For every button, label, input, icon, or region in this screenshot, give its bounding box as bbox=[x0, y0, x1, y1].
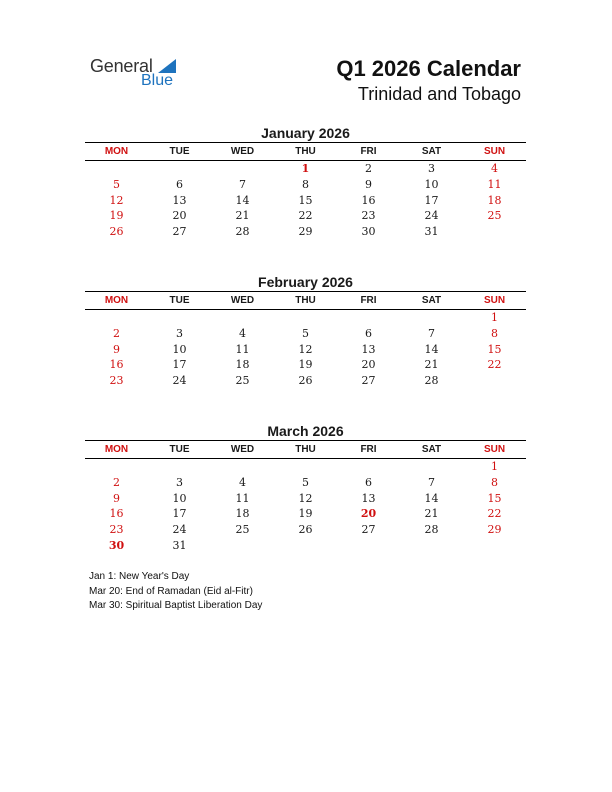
month-block bbox=[85, 273, 526, 389]
week-row bbox=[85, 177, 526, 193]
day-cell: 25 bbox=[235, 374, 250, 388]
logo-triangle-icon bbox=[158, 59, 176, 73]
weekday-label: FRI bbox=[360, 295, 377, 306]
weekday-label: MON bbox=[104, 444, 129, 455]
day-cell: 1 bbox=[491, 311, 498, 324]
day-cell: 5 bbox=[302, 326, 309, 340]
week-row bbox=[85, 224, 526, 240]
day-cell: 27 bbox=[361, 523, 376, 537]
weekday-label: MON bbox=[104, 295, 129, 306]
holiday-note: Jan 1: New Year's Day bbox=[89, 571, 190, 582]
week-row bbox=[85, 357, 526, 373]
day-cell: 27 bbox=[361, 374, 376, 388]
day-cell: 1 bbox=[491, 460, 498, 473]
day-cell: 28 bbox=[424, 523, 439, 537]
day-cell: 5 bbox=[113, 177, 120, 191]
day-cell: 16 bbox=[361, 193, 376, 207]
month-block bbox=[85, 422, 526, 554]
weekday-label: WED bbox=[230, 146, 255, 157]
day-cell: 13 bbox=[361, 342, 376, 356]
weekday-label: FRI bbox=[360, 444, 377, 455]
day-cell: 5 bbox=[302, 475, 309, 489]
month-grid bbox=[85, 291, 526, 389]
day-cell: 26 bbox=[298, 523, 313, 537]
weekday-label: THU bbox=[295, 444, 316, 455]
day-cell: 25 bbox=[487, 209, 502, 223]
day-cell: 12 bbox=[109, 193, 124, 207]
day-cell: 6 bbox=[365, 475, 372, 489]
day-cell: 14 bbox=[235, 193, 250, 207]
weekday-label: FRI bbox=[360, 146, 377, 157]
day-cell: 28 bbox=[235, 225, 250, 239]
day-cell: 4 bbox=[239, 475, 246, 489]
weekday-label: WED bbox=[230, 444, 255, 455]
weekday-label: SUN bbox=[483, 295, 506, 306]
holiday-note: Mar 30: Spiritual Baptist Liberation Day bbox=[89, 600, 263, 611]
empty-day-cell bbox=[463, 538, 526, 554]
day-cell: 13 bbox=[172, 193, 187, 207]
page-subtitle: Trinidad and Tobago bbox=[357, 84, 521, 104]
day-cell: 18 bbox=[235, 358, 250, 372]
day-cell: 6 bbox=[176, 177, 183, 191]
day-cell: 3 bbox=[428, 162, 435, 175]
day-cell: 7 bbox=[428, 326, 435, 340]
day-cell: 21 bbox=[424, 358, 439, 372]
day-cell: 1 bbox=[301, 162, 310, 175]
week-row bbox=[85, 459, 526, 475]
page-title: Q1 2026 Calendar bbox=[336, 56, 521, 81]
weekday-label: SAT bbox=[421, 444, 442, 455]
day-cell: 28 bbox=[424, 374, 439, 388]
week-row bbox=[85, 506, 526, 522]
month-title: March 2026 bbox=[267, 423, 344, 439]
empty-day-cell bbox=[85, 161, 148, 177]
day-cell: 16 bbox=[109, 507, 124, 521]
day-cell: 17 bbox=[172, 507, 187, 521]
day-cell: 25 bbox=[235, 523, 250, 537]
empty-day-cell bbox=[400, 538, 463, 554]
day-cell: 21 bbox=[424, 507, 439, 521]
day-cell: 31 bbox=[424, 225, 439, 239]
day-cell: 18 bbox=[487, 193, 502, 207]
day-cell: 15 bbox=[298, 193, 313, 207]
empty-day-cell bbox=[337, 310, 400, 326]
day-cell: 24 bbox=[172, 523, 187, 537]
day-cell: 9 bbox=[113, 491, 120, 505]
day-cell: 10 bbox=[424, 177, 439, 191]
week-row bbox=[85, 193, 526, 209]
week-row bbox=[85, 491, 526, 507]
empty-day-cell bbox=[148, 161, 211, 177]
month-grid bbox=[85, 142, 526, 240]
week-row bbox=[85, 326, 526, 342]
day-cell: 7 bbox=[428, 475, 435, 489]
day-cell: 12 bbox=[298, 491, 313, 505]
week-row bbox=[85, 310, 526, 326]
weekday-header-row bbox=[85, 143, 526, 161]
day-cell: 11 bbox=[487, 177, 502, 191]
weekday-label: SUN bbox=[483, 146, 506, 157]
day-cell: 30 bbox=[361, 225, 376, 239]
day-cell: 30 bbox=[108, 538, 125, 552]
day-cell: 24 bbox=[424, 209, 439, 223]
day-cell: 26 bbox=[298, 374, 313, 388]
day-cell: 22 bbox=[298, 209, 313, 223]
empty-day-cell bbox=[463, 373, 526, 389]
day-cell: 8 bbox=[302, 177, 309, 191]
day-cell: 20 bbox=[360, 507, 377, 521]
day-cell: 14 bbox=[424, 342, 439, 356]
weekday-label: SAT bbox=[421, 146, 442, 157]
weekday-label: WED bbox=[230, 295, 255, 306]
week-row bbox=[85, 522, 526, 538]
weekday-header-row bbox=[85, 292, 526, 310]
logo-text-blue: Blue bbox=[141, 72, 174, 89]
day-cell: 15 bbox=[487, 342, 502, 356]
day-cell: 26 bbox=[109, 225, 124, 239]
day-cell: 23 bbox=[109, 374, 124, 388]
empty-day-cell bbox=[148, 310, 211, 326]
empty-day-cell bbox=[211, 161, 274, 177]
week-row bbox=[85, 208, 526, 224]
generalblue-logo bbox=[90, 56, 190, 96]
logo-text-general: General bbox=[90, 56, 153, 76]
day-cell: 19 bbox=[109, 209, 124, 223]
day-cell: 17 bbox=[172, 358, 187, 372]
day-cell: 10 bbox=[172, 491, 187, 505]
day-cell: 3 bbox=[176, 475, 183, 489]
day-cell: 31 bbox=[172, 538, 187, 552]
day-cell: 18 bbox=[235, 507, 250, 521]
empty-day-cell bbox=[211, 310, 274, 326]
day-cell: 23 bbox=[109, 523, 124, 537]
day-cell: 19 bbox=[298, 507, 313, 521]
month-title: January 2026 bbox=[261, 125, 350, 141]
weekday-header-row bbox=[85, 441, 526, 459]
week-row bbox=[85, 538, 526, 554]
day-cell: 6 bbox=[365, 326, 372, 340]
day-cell: 19 bbox=[298, 358, 313, 372]
day-cell: 21 bbox=[235, 209, 250, 223]
empty-day-cell bbox=[85, 459, 148, 475]
weekday-label: TUE bbox=[169, 444, 190, 455]
empty-day-cell bbox=[400, 310, 463, 326]
empty-day-cell bbox=[337, 538, 400, 554]
weekday-label: SUN bbox=[483, 444, 506, 455]
empty-day-cell bbox=[463, 224, 526, 240]
day-cell: 11 bbox=[235, 342, 250, 356]
day-cell: 17 bbox=[424, 193, 439, 207]
month-title: February 2026 bbox=[258, 274, 353, 290]
weekday-label: TUE bbox=[169, 295, 190, 306]
holiday-list bbox=[89, 570, 262, 614]
day-cell: 9 bbox=[365, 177, 372, 191]
day-cell: 23 bbox=[361, 209, 376, 223]
day-cell: 20 bbox=[361, 358, 376, 372]
day-cell: 7 bbox=[239, 177, 246, 191]
day-cell: 8 bbox=[491, 475, 498, 489]
weekday-label: SAT bbox=[421, 295, 442, 306]
month-grid bbox=[85, 440, 526, 554]
day-cell: 4 bbox=[239, 326, 246, 340]
day-cell: 11 bbox=[235, 491, 250, 505]
empty-day-cell bbox=[274, 310, 337, 326]
weekday-label: MON bbox=[104, 146, 129, 157]
day-cell: 4 bbox=[491, 162, 498, 175]
day-cell: 29 bbox=[298, 225, 313, 239]
day-cell: 9 bbox=[113, 342, 120, 356]
day-cell: 2 bbox=[113, 475, 120, 489]
month-block bbox=[85, 124, 526, 240]
day-cell: 29 bbox=[487, 523, 502, 537]
empty-day-cell bbox=[400, 459, 463, 475]
day-cell: 3 bbox=[176, 326, 183, 340]
day-cell: 15 bbox=[487, 491, 502, 505]
empty-day-cell bbox=[337, 459, 400, 475]
day-cell: 22 bbox=[487, 358, 502, 372]
empty-day-cell bbox=[274, 538, 337, 554]
empty-day-cell bbox=[148, 459, 211, 475]
empty-day-cell bbox=[85, 310, 148, 326]
weekday-label: TUE bbox=[169, 146, 190, 157]
day-cell: 16 bbox=[109, 358, 124, 372]
holiday-note: Mar 20: End of Ramadan (Eid al-Fitr) bbox=[89, 585, 253, 597]
empty-day-cell bbox=[211, 538, 274, 554]
empty-day-cell bbox=[274, 459, 337, 475]
day-cell: 10 bbox=[172, 342, 187, 356]
day-cell: 22 bbox=[487, 507, 502, 521]
week-row bbox=[85, 161, 526, 177]
empty-day-cell bbox=[211, 459, 274, 475]
day-cell: 24 bbox=[172, 374, 187, 388]
week-row bbox=[85, 475, 526, 491]
day-cell: 2 bbox=[365, 162, 372, 175]
day-cell: 2 bbox=[113, 326, 120, 340]
week-row bbox=[85, 342, 526, 358]
day-cell: 8 bbox=[491, 326, 498, 340]
week-row bbox=[85, 373, 526, 389]
day-cell: 14 bbox=[424, 491, 439, 505]
weekday-label: THU bbox=[295, 146, 316, 157]
day-cell: 27 bbox=[172, 225, 187, 239]
weekday-label: THU bbox=[295, 295, 316, 306]
day-cell: 20 bbox=[172, 209, 187, 223]
day-cell: 13 bbox=[361, 491, 376, 505]
day-cell: 12 bbox=[298, 342, 313, 356]
